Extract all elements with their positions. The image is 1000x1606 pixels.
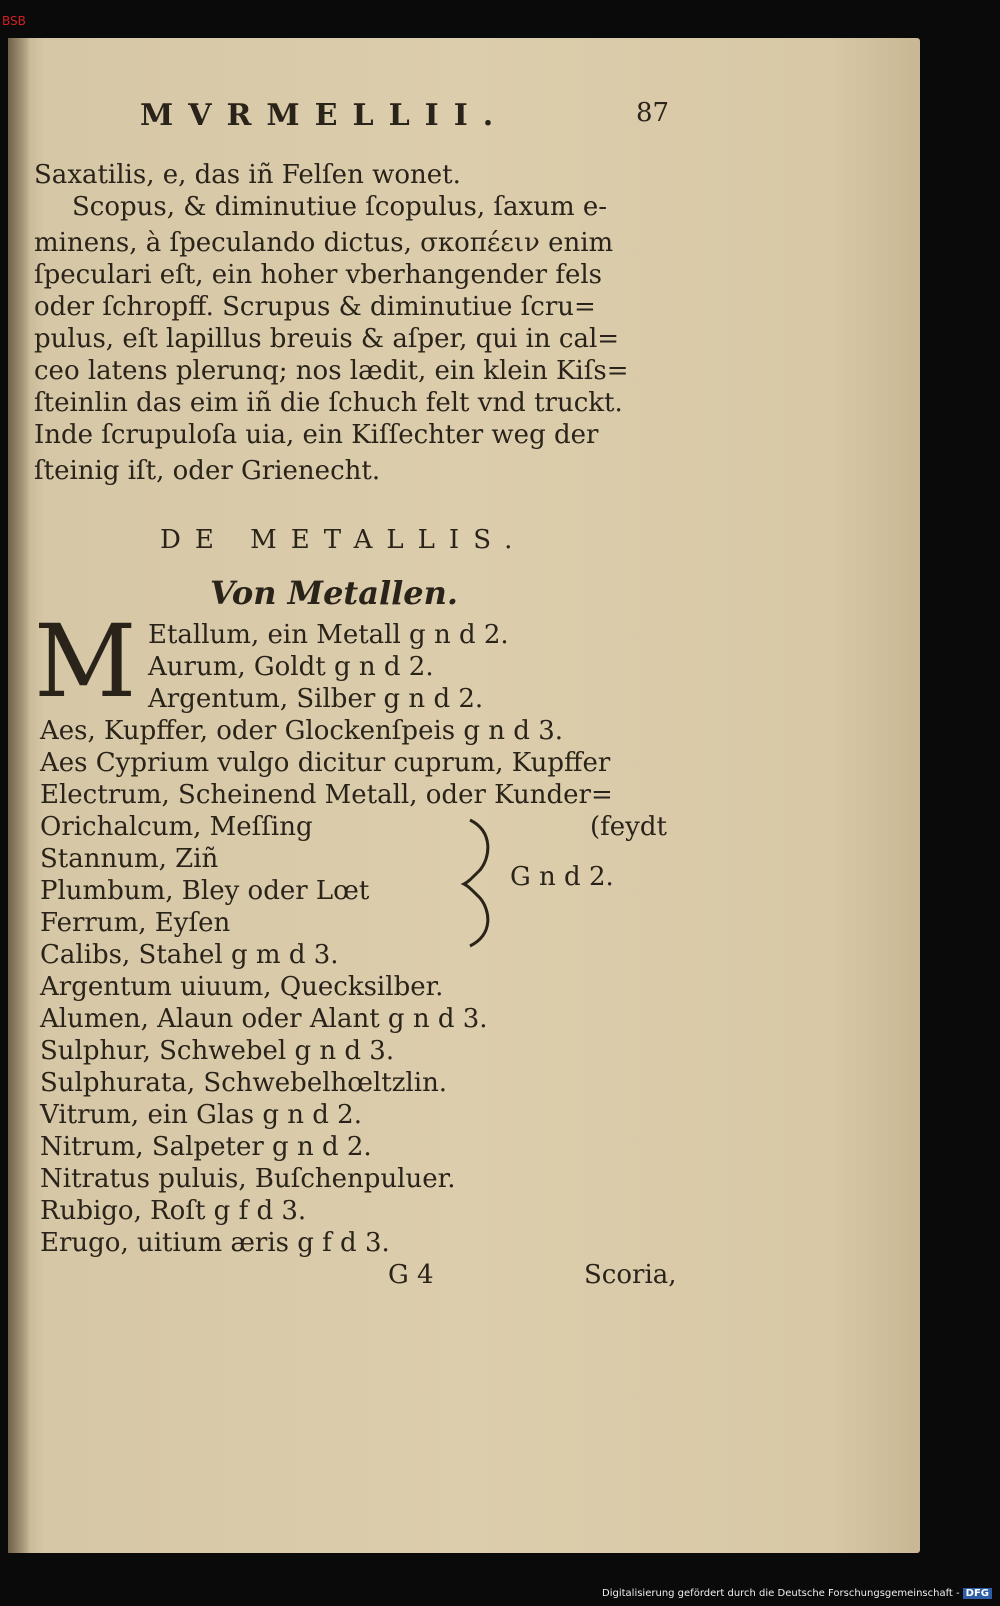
text-line: ceo latens plerunq; nos lædit, ein klein Kiſs= <box>34 356 629 386</box>
drop-initial: M <box>34 603 137 720</box>
text-line: Scopus, & diminutiue ſcopulus, ſaxum e- <box>72 192 608 222</box>
text-line: ſteinlin das eim iñ die ſchuch felt vnd truckt. <box>34 388 623 418</box>
text-line: Aes, Kupffer, oder Glockenſpeis g n d 3. <box>40 716 564 746</box>
signature-mark: G 4 <box>388 1260 434 1290</box>
dfg-logo: DFG <box>963 1588 992 1599</box>
text-line: Aes Cyprium vulgo dicitur cuprum, Kupffer <box>40 748 611 778</box>
page-number: 87 <box>636 98 670 128</box>
footer-credit <box>602 1588 992 1599</box>
text-line: Sulphur, Schwebel g n d 3. <box>40 1036 395 1066</box>
footer-text: Digitalisierung gefördert durch die Deutsche Forschungsgemeinschaft - <box>602 1588 960 1599</box>
text-line: Plumbum, Bley oder Lœt <box>40 876 370 906</box>
text-line: Argentum, Silber g n d 2. <box>148 684 484 714</box>
text-line: Rubigo, Roſt g f d 3. <box>40 1196 307 1226</box>
running-head: MVRMELLII. <box>140 98 509 133</box>
text-line: Vitrum, ein Glas g n d 2. <box>40 1100 362 1130</box>
brace-gender-note: G n d 2. <box>510 862 614 892</box>
text-line: Ferrum, Eyſen <box>40 908 231 938</box>
page-gutter <box>8 38 30 1553</box>
text-line: Argentum uiuum, Quecksilber. <box>40 972 444 1002</box>
text-line: pulus, eſt lapillus breuis & aſper, qui in cal= <box>34 324 620 354</box>
text-line: Inde ſcrupuloſa uia, ein Kiſſechter weg der <box>34 420 599 450</box>
text-line: ſpeculari eſt, ein hoher vberhangender fels <box>34 260 603 290</box>
text-line: oder ſchropff. Scrupus & diminutiue ſcru= <box>34 292 596 322</box>
text-line: Nitratus puluis, Buſchenpuluer. <box>40 1164 456 1194</box>
text-line: Stannum, Ziñ <box>40 844 219 874</box>
catchword: Scoria, <box>584 1260 677 1290</box>
text-line: minens, à ſpeculando dictus, σκοπέειν enim <box>34 228 614 258</box>
text-line: Saxatilis, e, das iñ Felſen wonet. <box>34 160 461 190</box>
section-subtitle: Von Metallen. <box>210 574 459 612</box>
section-title: DE METALLIS. <box>160 525 527 555</box>
text-line: Alumen, Alaun oder Alant g n d 3. <box>40 1004 488 1034</box>
text-line: Etallum, ein Metall g n d 2. <box>148 620 509 650</box>
continuation-word: (feydt <box>590 812 667 842</box>
text-line: Nitrum, Salpeter g n d 2. <box>40 1132 372 1162</box>
text-line: Sulphurata, Schwebelhœltzlin. <box>40 1068 448 1098</box>
text-line: Erugo, uitium æris g f d 3. <box>40 1228 390 1258</box>
text-line: ſteinig iſt, oder Grienecht. <box>34 456 381 486</box>
text-line: Aurum, Goldt g n d 2. <box>148 652 434 682</box>
text-line: Calibs, Stahel g m d 3. <box>40 940 339 970</box>
text-line: Orichalcum, Meſſing <box>40 812 313 842</box>
curly-brace-icon <box>460 818 500 948</box>
text-line: Electrum, Scheinend Metall, oder Kunder= <box>40 780 613 810</box>
library-mark: BSB <box>2 14 26 28</box>
